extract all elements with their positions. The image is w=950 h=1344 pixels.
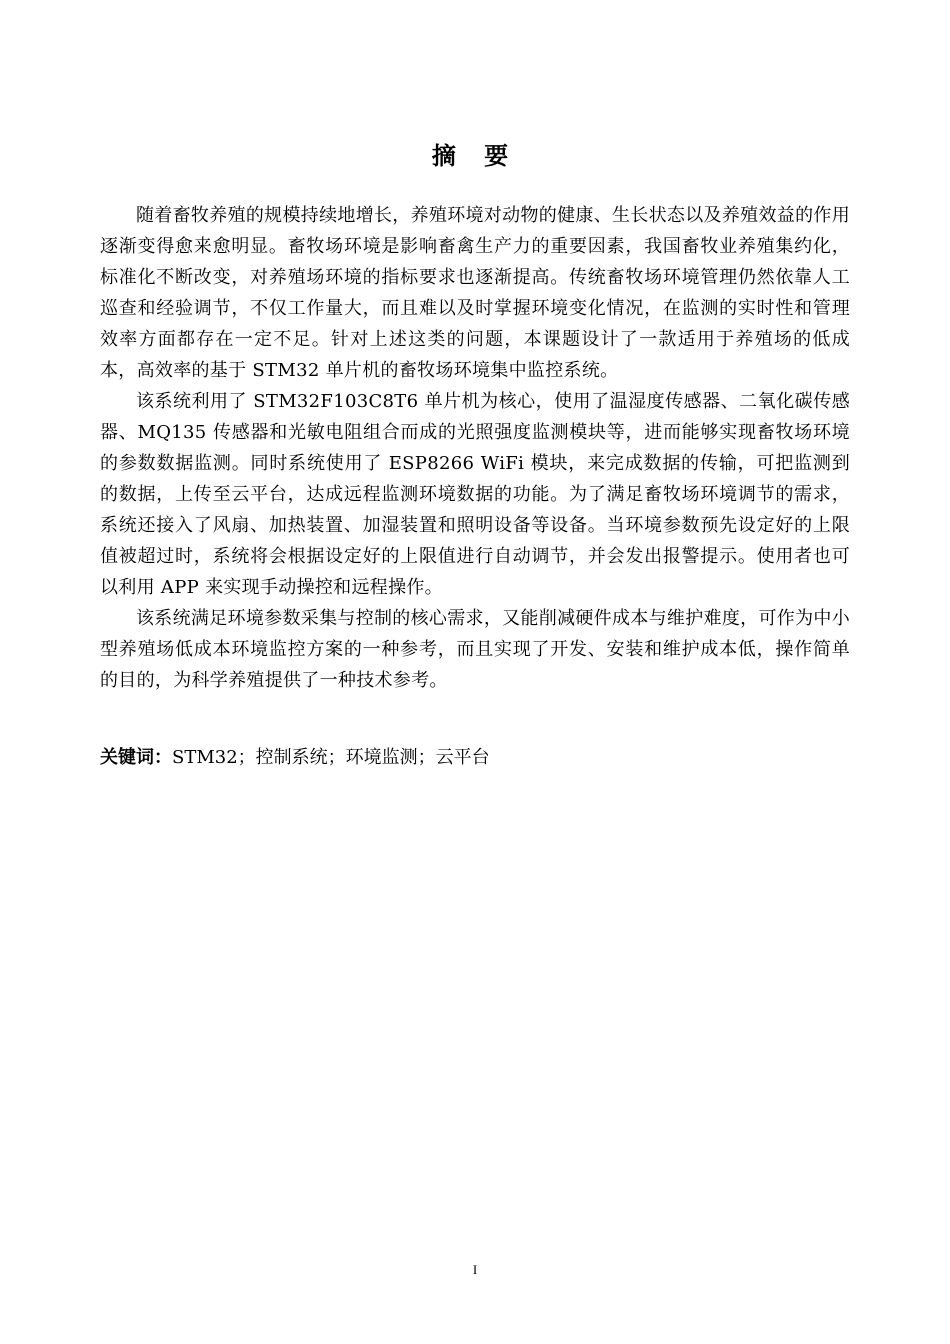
abstract-body: [100, 200, 850, 696]
abstract-paragraph: 该系统满足环境参数采集与控制的核心需求，又能削减硬件成本与维护难度，可作为中小型养殖场低成本环境监控方案的一种参考，而且实现了开发、安装和维护成本低，操作简单的目的，为科学养殖提供了一种技术参考。: [100, 608, 850, 691]
abstract-paragraph: 该系统利用了 STM32F103C8T6 单片机为核心，使用了温湿度传感器、二氧化碳传感器、MQ135 传感器和光敏电阻组合而成的光照强度监测模块等，进而能够实现畜牧场环境的参数数据监测。同时系统使用了 ESP8266 WiFi 模块，来完成数据的传输，可把监测到的数据，上传至云平台，达成远程监测环境数据的功能。为了满足畜牧场环境调节的需求，系统还接入了风扇、加热装置、加湿装置和照明设备等设备。当环境参数预先设定好的上限值被超过时，系统将会根据设定好的上限值进行自动调节，并会发出报警提示。使用者也可以利用 APP 来实现手动操控和远程操作。: [100, 391, 850, 598]
keywords-label: 关键词：: [100, 747, 172, 768]
keywords-text: STM32；控制系统；环境监测；云平台: [172, 747, 490, 768]
keywords-line: [100, 744, 850, 772]
abstract-paragraph: 随着畜牧养殖的规模持续地增长，养殖环境对动物的健康、生长状态以及养殖效益的作用逐渐变得愈来愈明显。畜牧场环境是影响畜禽生产力的重要因素，我国畜牧业养殖集约化，标准化不断改变，对养殖场环境的指标要求也逐渐提高。传统畜牧场环境管理仍然依靠人工巡查和经验调节，不仅工作量大，而且难以及时掌握环境变化情况，在监测的实时性和管理效率方面都存在一定不足。针对上述这类的问题，本课题设计了一款适用于养殖场的低成本，高效率的基于 STM32 单片机的畜牧场环境集中监控系统。: [100, 205, 850, 381]
abstract-title: 摘 要: [431, 142, 519, 170]
page-number: I: [472, 1262, 478, 1277]
